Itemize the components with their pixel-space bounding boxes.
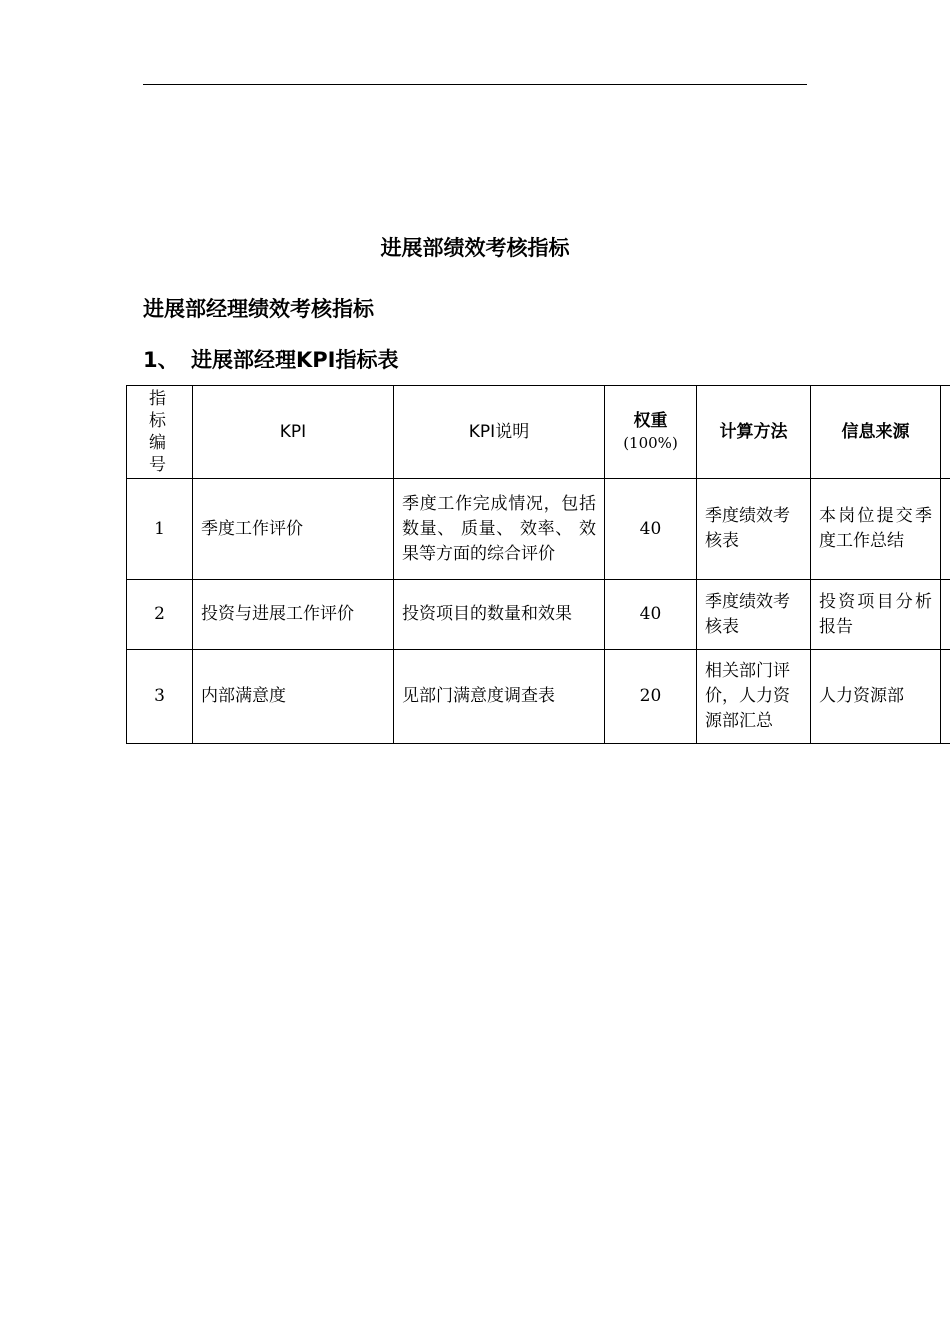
header-index-line1: 指 标	[149, 389, 170, 431]
row-kpi: 内部满意度	[193, 650, 394, 744]
section-heading	[143, 344, 398, 374]
header-calculation-method: 计算方法	[697, 386, 811, 479]
table-row	[127, 580, 950, 650]
document-title: 进展部绩效考核指标	[380, 236, 570, 260]
header-kpi: KPI	[193, 386, 394, 479]
row-extra	[941, 580, 950, 650]
row-index: 3	[127, 650, 193, 744]
row-description: 投资项目的数量和效果	[394, 580, 605, 650]
row-kpi: 季度工作评价	[193, 479, 394, 580]
header-index	[127, 386, 193, 479]
row-index: 1	[127, 479, 193, 580]
header-weight-label: 权重	[633, 411, 668, 431]
table-row	[127, 479, 950, 580]
section-title: 进展部经理KPI指标表	[191, 348, 399, 372]
kpi-table	[126, 385, 950, 744]
header-index-line2: 编 号	[149, 433, 170, 475]
row-source: 本岗位提交季度工作总结	[811, 479, 941, 580]
section-number: 1、	[143, 348, 179, 372]
header-kpi-description: KPI说明	[394, 386, 605, 479]
row-extra	[941, 650, 950, 744]
row-description: 见部门满意度调查表	[394, 650, 605, 744]
row-kpi: 投资与进展工作评价	[193, 580, 394, 650]
table-row	[127, 650, 950, 744]
header-information-source: 信息来源	[811, 386, 941, 479]
row-method: 季度绩效考核表	[697, 580, 811, 650]
header-weight	[605, 386, 697, 479]
row-index: 2	[127, 580, 193, 650]
row-weight: 40	[605, 479, 697, 580]
row-method: 季度绩效考核表	[697, 479, 811, 580]
document-subtitle: 进展部经理绩效考核指标	[143, 297, 374, 321]
header-extra-column	[941, 386, 950, 479]
row-weight: 20	[605, 650, 697, 744]
row-description: 季度工作完成情况，包括数量、 质量、 效率、 效果等方面的综合评价	[394, 479, 605, 580]
row-method: 相关部门评价，人力资源部汇总	[697, 650, 811, 744]
row-weight: 40	[605, 580, 697, 650]
row-source: 人力资源部	[811, 650, 941, 744]
row-extra	[941, 479, 950, 580]
header-rule	[143, 84, 807, 85]
table-header-row	[127, 386, 950, 479]
header-weight-unit: (100%)	[623, 434, 678, 452]
row-source: 投资项目分析报告	[811, 580, 941, 650]
